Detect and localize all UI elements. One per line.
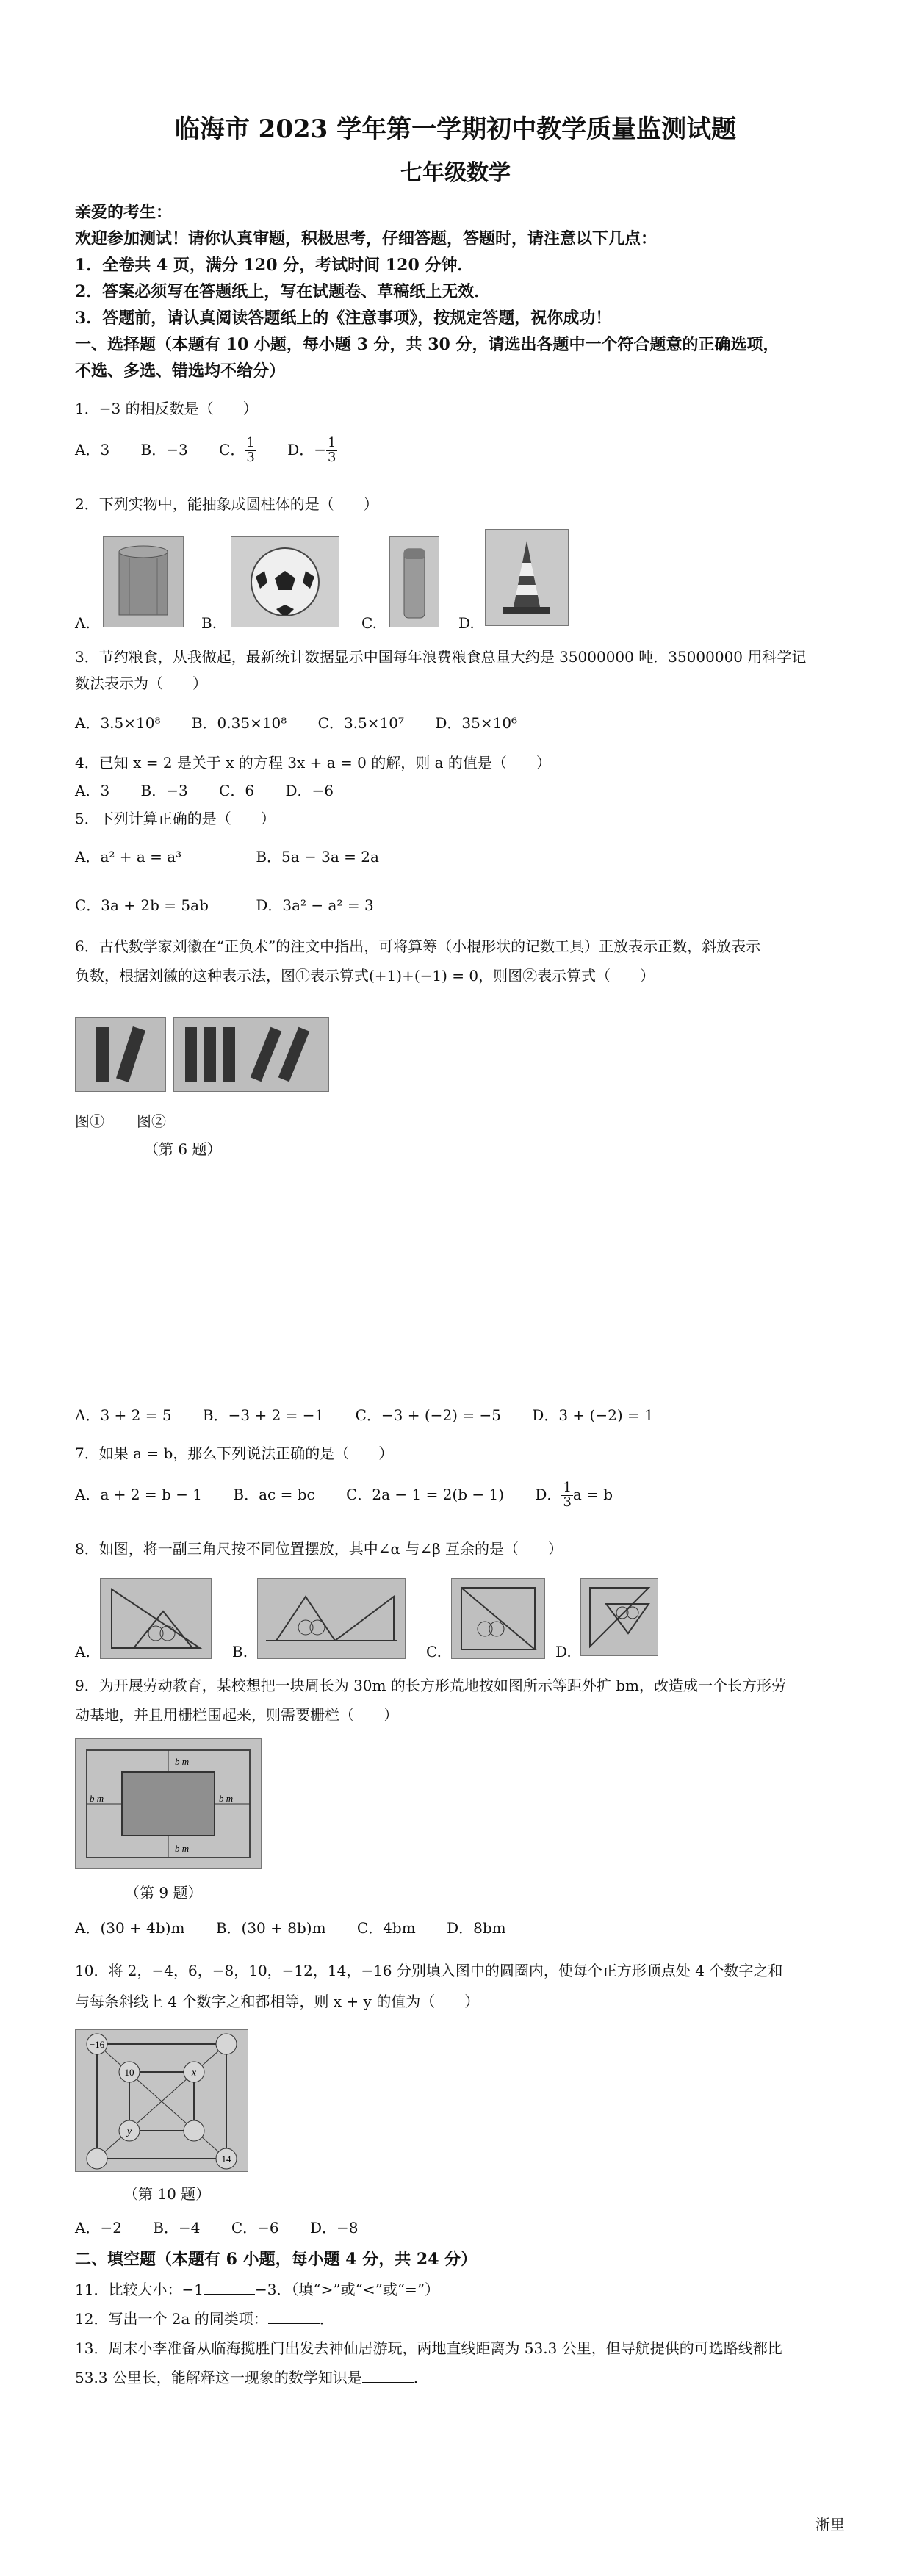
q10-option-a[interactable]: A．−2 — [75, 2219, 122, 2237]
q1-option-d-fraction: $\frac{1}{3}$ — [328, 435, 336, 465]
q2-label-b[interactable]: B. — [201, 614, 217, 632]
q4-option-b[interactable]: B．−3 — [140, 782, 188, 799]
q3-option-b[interactable]: B．0.35×10⁸ — [191, 714, 287, 732]
notice-intro: 欢迎参加测试！请你认真审题，积极思考，仔细答题，答题时，请注意以下几点： — [75, 229, 658, 248]
q6-figure-2 — [173, 1017, 329, 1092]
exam-subtitle: 七年级数学 — [400, 160, 511, 186]
q8-image-c — [451, 1578, 545, 1659]
q13-line1: 13．周末小李准备从临海揽胜门出发去神仙居游玩，两地直线距离为 53.3 公里，但导航提供的可选路线都比 — [75, 2339, 782, 2357]
q2-image-d — [485, 529, 569, 626]
footer-watermark: 浙里 — [815, 2516, 845, 2533]
q10-option-d[interactable]: D．−8 — [310, 2219, 359, 2237]
q2-image-c — [389, 536, 439, 627]
q12-answer-blank[interactable] — [268, 2323, 320, 2324]
notice-item-1: 1．全卷共 4 页，满分 120 分，考试时间 120 分钟． — [75, 256, 474, 275]
q9-caption: （第 9 题） — [125, 1884, 203, 1902]
q8-image-a — [100, 1578, 212, 1659]
q6-options — [75, 1403, 852, 1425]
q6-option-b[interactable]: B．−3 + 2 = −1 — [202, 1406, 325, 1424]
q3-stem: 3．节约粮食，从我做起，最新统计数据显示中国每年浪费粮食总量大约是 35000000 吨．35000000 用科学记 — [75, 648, 807, 666]
q1-option-a[interactable]: A．3 — [75, 440, 110, 458]
q10-circle-y: y — [126, 2126, 132, 2137]
q4-option-c[interactable]: C．6 — [219, 782, 255, 799]
q3-option-c[interactable]: C．3.5×10⁷ — [317, 714, 404, 732]
q1-option-c-fraction: $\frac{1}{3}$ — [246, 435, 255, 465]
q7-stem: 7．如果 a = b，那么下列说法正确的是（ ） — [75, 1444, 394, 1462]
q7-option-c[interactable]: C．2a − 1 = 2(b − 1) — [346, 1485, 505, 1503]
q6-stem-cont: 负数，根据刘徽的这种表示法，图①表示算式(+1)+(−1) = 0，则图②表示算式（ ） — [75, 967, 655, 985]
q6-option-d[interactable]: D．3 + (−2) = 1 — [532, 1406, 654, 1424]
q9-figure — [75, 1738, 262, 1869]
q3-options — [75, 711, 852, 733]
q3-option-d[interactable]: D．35×10⁶ — [435, 714, 518, 732]
q10-stem-cont: 与每条斜线上 4 个数字之和都相等，则 x + y 的值为（ ） — [75, 1993, 480, 2010]
q2-stem: 2．下列实物中，能抽象成圆柱体的是（ ） — [75, 495, 378, 513]
q2-image-a — [103, 536, 184, 627]
q5-option-b[interactable]: B．5a − 3a = 2a — [256, 848, 379, 866]
q8-label-c[interactable]: C. — [426, 1643, 442, 1661]
q9-option-a[interactable]: A．(30 + 4b)m — [75, 1919, 185, 1937]
svg-text:b m: b m — [175, 1756, 190, 1767]
q10-circle-bottom-right: 14 — [221, 2154, 231, 2165]
section1-heading-cont: 不选、多选、错选均不给分） — [75, 361, 286, 381]
q9-options — [75, 1916, 852, 1938]
q10-circle-x: x — [191, 2068, 197, 2079]
q11: 11．比较大小：−1 −3．（填“>”或“<”或“=”） — [75, 2281, 440, 2298]
q6-figure-2-label: 图② — [137, 1112, 166, 1130]
q8-label-d[interactable]: D. — [555, 1643, 572, 1661]
svg-text:b m: b m — [90, 1793, 104, 1804]
section1-heading: 一、选择题（本题有 10 小题，每小题 3 分，共 30 分，请选出各题中一个符合题意的正确选项， — [75, 335, 779, 354]
q7-option-a[interactable]: A．a + 2 = b − 1 — [75, 1485, 203, 1503]
q10-caption: （第 10 题） — [123, 2185, 211, 2203]
q7-option-d[interactable]: D． $\frac{1}{3}$ a = b — [535, 1480, 613, 1510]
q3-stem-cont: 数法表示为（ ） — [75, 674, 207, 692]
q10-option-c[interactable]: C．−6 — [231, 2219, 279, 2237]
q8-stem: 8．如图，将一副三角尺按不同位置摆放，其中∠α 与∠β 互余的是（ ） — [75, 1540, 563, 1558]
q11-answer-blank[interactable] — [204, 2294, 255, 2295]
svg-text:b m: b m — [175, 1843, 190, 1854]
notice-greeting: 亲爱的考生： — [75, 203, 173, 222]
q6-option-c[interactable]: C．−3 + (−2) = −5 — [355, 1406, 501, 1424]
q5-option-c[interactable]: C．3a + 2b = 5ab — [75, 896, 209, 914]
q13-answer-blank[interactable] — [362, 2382, 414, 2383]
q6-figure-1-label: 图① — [75, 1112, 104, 1130]
q9-option-c[interactable]: C．4bm — [356, 1919, 416, 1937]
q7-option-d-fraction: $\frac{1}{3}$ — [563, 1480, 572, 1510]
q1-stem: 1．−3 的相反数是（ ） — [75, 400, 258, 417]
q8-image-b — [257, 1578, 406, 1659]
q6-option-a[interactable]: A．3 + 2 = 5 — [75, 1406, 172, 1424]
q7-options — [75, 1481, 852, 1510]
notice-item-3: 3．答题前，请认真阅读答题纸上的《注意事项》，按规定答题，祝你成功！ — [75, 309, 612, 328]
q6-caption: （第 6 题） — [144, 1140, 222, 1158]
q9-option-b[interactable]: B．(30 + 8b)m — [215, 1919, 326, 1937]
q5-options-row1 — [75, 845, 852, 866]
q6-figure-1 — [75, 1017, 166, 1092]
q7-option-b[interactable]: B．ac = bc — [233, 1485, 315, 1503]
q3-option-a[interactable]: A．3.5×10⁸ — [75, 714, 161, 732]
svg-text:b m: b m — [219, 1793, 234, 1804]
section2-heading: 二、填空题（本题有 6 小题，每小题 4 分，共 24 分） — [75, 2250, 478, 2269]
q10-figure — [75, 2029, 248, 2172]
q1-option-c[interactable]: C． $\frac{1}{3}$ — [219, 435, 255, 465]
q1-options — [75, 436, 852, 465]
q2-image-b — [231, 536, 339, 627]
q10-stem: 10．将 2，−4，6，−8，10，−12，14，−16 分别填入图中的圆圈内，使每个正方形顶点处 4 个数字之和 — [75, 1962, 783, 1979]
q9-stem: 9．为开展劳动教育，某校想把一块周长为 30m 的长方形荒地按如图所示等距外扩 bm，改造成一个长方形劳 — [75, 1677, 786, 1694]
q10-option-b[interactable]: B．−4 — [153, 2219, 201, 2237]
q1-option-d[interactable]: D．− $\frac{1}{3}$ — [287, 435, 336, 465]
q8-image-d — [580, 1578, 658, 1656]
q9-option-d[interactable]: D．8bm — [447, 1919, 506, 1937]
q4-option-a[interactable]: A．3 — [75, 782, 110, 799]
q9-stem-cont: 动基地，并且用栅栏围起来，则需要栅栏（ ） — [75, 1706, 398, 1724]
q5-options-row2 — [75, 893, 852, 915]
q8-label-a[interactable]: A. — [75, 1643, 90, 1661]
q4-stem: 4．已知 x = 2 是关于 x 的方程 3x + a = 0 的解，则 a 的值是（ ） — [75, 754, 551, 771]
q5-option-a[interactable]: A．a² + a = a³ — [75, 848, 182, 866]
exam-title: 临海市 2023 学年第一学期初中教学质量监测试题 — [174, 115, 737, 144]
q10-circle-top-left: −16 — [89, 2039, 105, 2050]
q6-stem: 6．古代数学家刘徽在“正负术”的注文中指出，可将算筹（小棍形状的记数工具）正放表示正数，斜放表示 — [75, 938, 761, 955]
q8-label-b[interactable]: B. — [232, 1643, 248, 1661]
q5-option-d[interactable]: D．3a² − a² = 3 — [256, 896, 374, 914]
q4-option-d[interactable]: D．−6 — [285, 782, 334, 799]
q10-circle-inner-top-left: 10 — [124, 2067, 134, 2078]
notice-item-2: 2．答案必须写在答题纸上，写在试题卷、草稿纸上无效． — [75, 282, 491, 301]
q2-label-c[interactable]: C. — [361, 614, 377, 632]
q12: 12．写出一个 2a 的同类项： ． — [75, 2310, 334, 2328]
q4-options — [75, 779, 852, 800]
q1-option-b[interactable]: B．−3 — [140, 440, 188, 458]
q10-options — [75, 2216, 852, 2237]
q5-stem: 5．下列计算正确的是（ ） — [75, 810, 276, 827]
q13-line2: 53.3 公里长，能解释这一现象的数学知识是 ． — [75, 2369, 428, 2386]
q2-label-a[interactable]: A. — [75, 614, 90, 632]
q2-label-d[interactable]: D. — [458, 614, 475, 632]
